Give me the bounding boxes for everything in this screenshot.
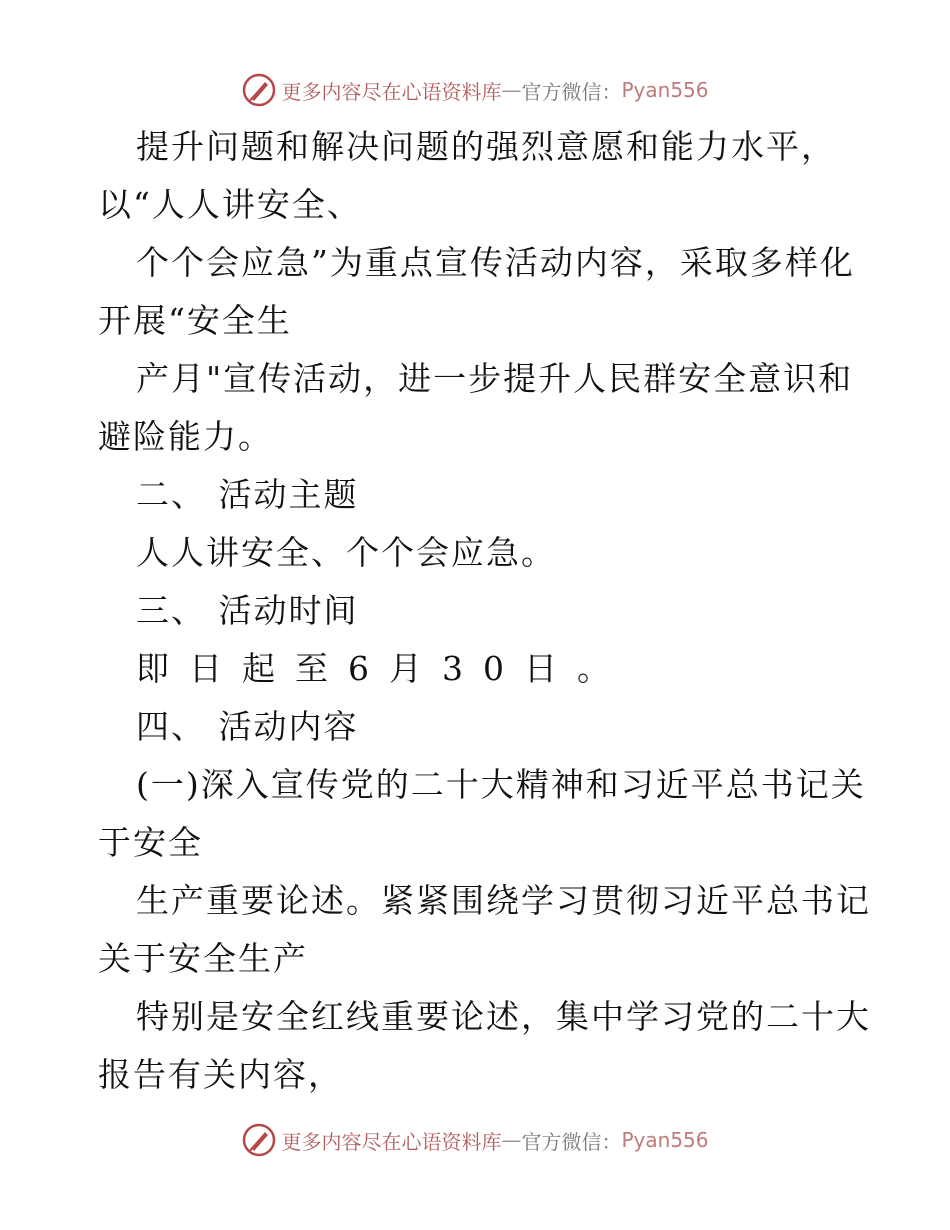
text-line: 关于安全生产 [98, 939, 308, 978]
footer-watermark-banner [0, 1120, 950, 1160]
text-line: 开展“安全生 [98, 301, 292, 340]
wechat-label: 官方微信： [521, 79, 622, 104]
text-line: 个个会应急”为重点宣传活动内容，采取多样化 [136, 243, 855, 282]
pen-logo-icon [241, 1122, 277, 1158]
text-line: 报告有关内容， [98, 1055, 343, 1094]
banner-separator: — [501, 78, 522, 102]
text-line: 即日起至6月30日。 [136, 649, 630, 688]
text-line: 于安全 [98, 823, 203, 862]
text-line: 以“人人讲安全、 [98, 185, 362, 224]
text-line: 人人讲安全、个个会应急。 [136, 533, 556, 572]
pen-logo-icon [241, 72, 277, 108]
site-name-text: 更多内容尽在心语资料库 [281, 1129, 502, 1154]
text-line: 产月"宣传活动，进一步提升人民群安全意识和 [136, 359, 854, 398]
text-line: 特别是安全红线重要论述，集中学习党的二十大 [136, 997, 871, 1036]
document-body [98, 118, 871, 1104]
header-watermark-banner [0, 70, 950, 110]
text-line: 四、 活动内容 [136, 707, 359, 746]
text-line: 避险能力。 [98, 417, 273, 456]
wechat-label: 官方微信： [521, 1129, 622, 1154]
text-line: 生产重要论述。紧紧围绕学习贯彻习近平总书记 [136, 881, 871, 920]
text-line: (一)深入宣传党的二十大精神和习近平总书记关 [136, 765, 866, 804]
site-name-text: 更多内容尽在心语资料库 [281, 79, 502, 104]
text-line: 二、 活动主题 [136, 475, 359, 514]
text-line: 三、 活动时间 [136, 591, 359, 630]
wechat-id: Pyan556 [621, 1128, 709, 1152]
wechat-id: Pyan556 [621, 78, 709, 102]
banner-separator: — [501, 1128, 522, 1152]
text-line: 提升问题和解决问题的强烈意愿和能力水平， [136, 127, 836, 166]
